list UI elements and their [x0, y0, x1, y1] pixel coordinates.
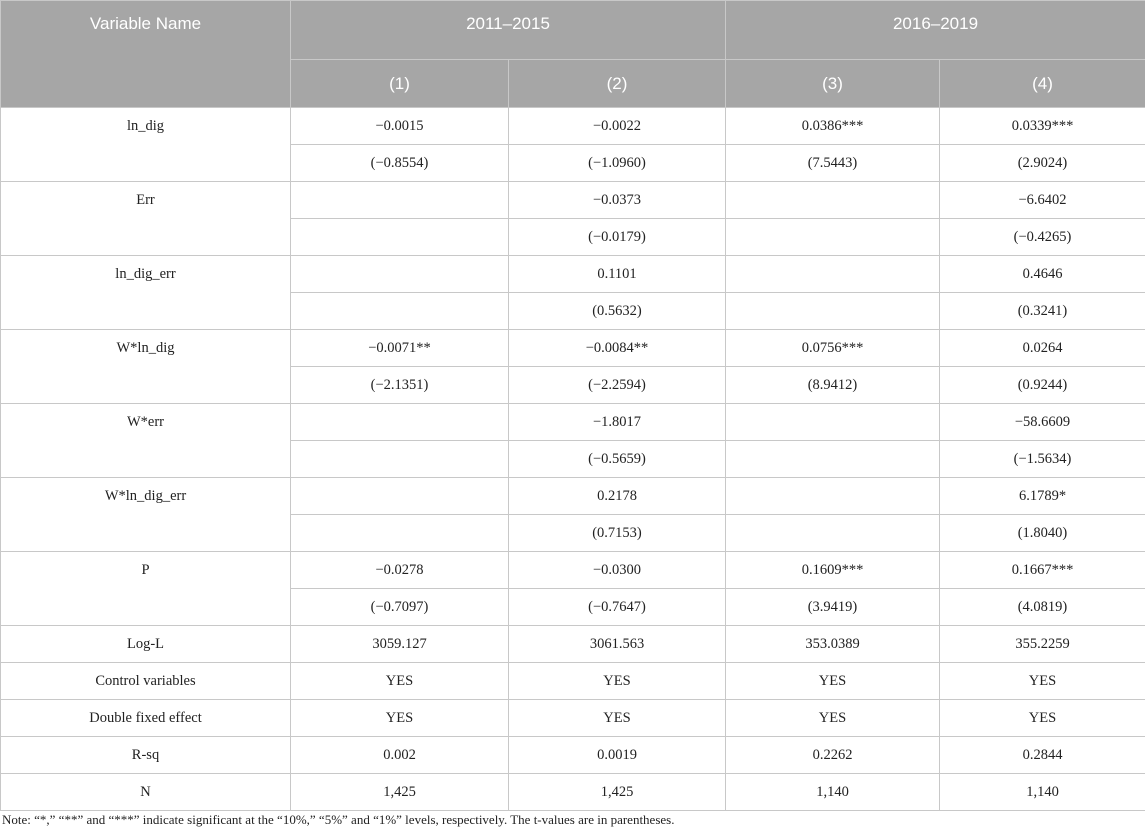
t-value-cell: (1.8040) [940, 515, 1145, 552]
table-row [1, 404, 1145, 441]
column-header: (4) [940, 60, 1145, 108]
stat-cell: YES [940, 663, 1145, 700]
stat-cell: 1,425 [291, 774, 509, 811]
t-value-cell: (2.9024) [940, 145, 1145, 182]
table-row [1, 108, 1145, 145]
t-value-cell [726, 515, 940, 552]
t-value-cell: (−0.7097) [291, 589, 509, 626]
t-value-cell [726, 293, 940, 330]
column-header: (1) [291, 60, 509, 108]
table-row [1, 552, 1145, 589]
t-value-cell: (−2.1351) [291, 367, 509, 404]
coefficient-cell: −0.0084** [509, 330, 726, 367]
coefficient-cell [726, 478, 940, 515]
coefficient-cell: −1.8017 [509, 404, 726, 441]
coefficient-cell [291, 182, 509, 219]
stat-cell: YES [940, 700, 1145, 737]
t-value-cell: (−0.4265) [940, 219, 1145, 256]
row-label: ln_dig_err [1, 256, 291, 330]
stat-cell: YES [726, 700, 940, 737]
coefficient-cell: −0.0278 [291, 552, 509, 589]
row-label: P [1, 552, 291, 626]
coefficient-cell [291, 256, 509, 293]
t-value-cell [291, 219, 509, 256]
row-label: ln_dig [1, 108, 291, 182]
coefficient-cell: 0.1667*** [940, 552, 1145, 589]
row-label: W*ln_dig_err [1, 478, 291, 552]
coefficient-cell [726, 182, 940, 219]
stat-cell: 3059.127 [291, 626, 509, 663]
t-value-cell: (−1.5634) [940, 441, 1145, 478]
stat-cell: 1,140 [726, 774, 940, 811]
stat-label: Log-L [1, 626, 291, 663]
stat-label: N [1, 774, 291, 811]
coefficient-cell [291, 478, 509, 515]
t-value-cell: (−1.0960) [509, 145, 726, 182]
row-label: W*ln_dig [1, 330, 291, 404]
t-value-cell [291, 441, 509, 478]
coefficient-cell: −0.0015 [291, 108, 509, 145]
coefficient-cell: 0.4646 [940, 256, 1145, 293]
t-value-cell [291, 293, 509, 330]
coefficient-cell: 0.1609*** [726, 552, 940, 589]
coefficient-cell: 0.0756*** [726, 330, 940, 367]
stat-cell: 353.0389 [726, 626, 940, 663]
coefficient-cell: 0.1101 [509, 256, 726, 293]
coefficient-cell: −6.6402 [940, 182, 1145, 219]
coefficient-cell: −58.6609 [940, 404, 1145, 441]
coefficient-cell [726, 256, 940, 293]
table-body [1, 108, 1145, 811]
table-row [1, 182, 1145, 219]
coefficient-cell: 0.0386*** [726, 108, 940, 145]
period-header-2016-2019: 2016–2019 [726, 1, 1145, 60]
t-value-cell: (−0.5659) [509, 441, 726, 478]
stat-label: Control variables [1, 663, 291, 700]
stat-cell: 1,425 [509, 774, 726, 811]
table-row [1, 737, 1145, 774]
stat-cell: 355.2259 [940, 626, 1145, 663]
coefficient-cell: −0.0373 [509, 182, 726, 219]
t-value-cell: (−0.0179) [509, 219, 726, 256]
coefficient-cell [726, 404, 940, 441]
coefficient-cell: 6.1789* [940, 478, 1145, 515]
table-row [1, 256, 1145, 293]
t-value-cell [726, 219, 940, 256]
stat-label: R-sq [1, 737, 291, 774]
variable-name-header: Variable Name [1, 1, 291, 108]
column-header: (2) [509, 60, 726, 108]
t-value-cell: (−0.8554) [291, 145, 509, 182]
t-value-cell: (3.9419) [726, 589, 940, 626]
t-value-cell [291, 515, 509, 552]
table-row [1, 663, 1145, 700]
stat-cell: 0.2844 [940, 737, 1145, 774]
coefficient-cell: −0.0071** [291, 330, 509, 367]
stat-cell: 0.0019 [509, 737, 726, 774]
coefficient-cell: −0.0022 [509, 108, 726, 145]
stat-cell: YES [291, 700, 509, 737]
t-value-cell: (−2.2594) [509, 367, 726, 404]
t-value-cell: (−0.7647) [509, 589, 726, 626]
table-row [1, 774, 1145, 811]
table-row [1, 626, 1145, 663]
stat-cell: YES [291, 663, 509, 700]
coefficient-cell: 0.0264 [940, 330, 1145, 367]
table-row [1, 330, 1145, 367]
coefficient-cell [291, 404, 509, 441]
t-value-cell: (0.5632) [509, 293, 726, 330]
stat-cell: 0.002 [291, 737, 509, 774]
table-row [1, 478, 1145, 515]
period-header-2011-2015: 2011–2015 [291, 1, 726, 60]
t-value-cell [726, 441, 940, 478]
t-value-cell: (8.9412) [726, 367, 940, 404]
stat-cell: YES [509, 663, 726, 700]
stat-cell: YES [726, 663, 940, 700]
row-label: W*err [1, 404, 291, 478]
stat-cell: 3061.563 [509, 626, 726, 663]
t-value-cell: (0.9244) [940, 367, 1145, 404]
t-value-cell: (0.3241) [940, 293, 1145, 330]
t-value-cell: (4.0819) [940, 589, 1145, 626]
table-header [1, 1, 1145, 108]
coefficient-cell: 0.2178 [509, 478, 726, 515]
stat-cell: 1,140 [940, 774, 1145, 811]
stat-cell: 0.2262 [726, 737, 940, 774]
column-header: (3) [726, 60, 940, 108]
coefficient-cell: −0.0300 [509, 552, 726, 589]
coefficient-cell: 0.0339*** [940, 108, 1145, 145]
stat-label: Double fixed effect [1, 700, 291, 737]
t-value-cell: (0.7153) [509, 515, 726, 552]
table-row [1, 700, 1145, 737]
row-label: Err [1, 182, 291, 256]
stat-cell: YES [509, 700, 726, 737]
table-note: Note: “*,” “**” and “***” indicate significant at the “10%,” “5%” and “1%” levels, respectively. The t-values are in parentheses. [2, 812, 675, 827]
t-value-cell: (7.5443) [726, 145, 940, 182]
